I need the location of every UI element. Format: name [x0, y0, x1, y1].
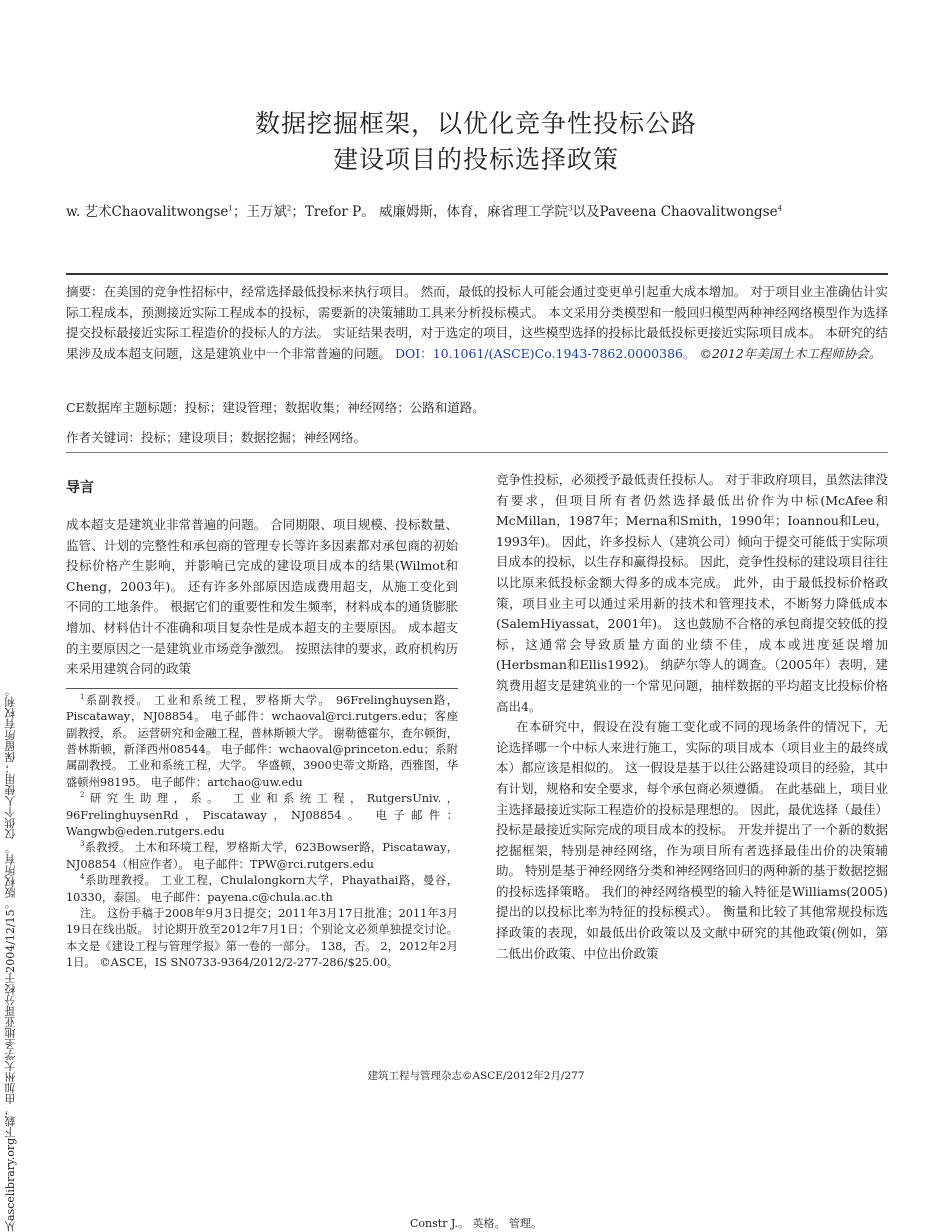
keywords-divider: [66, 452, 888, 453]
paper-title: [60, 106, 892, 178]
author-4-mark: 4: [777, 204, 783, 213]
title-line-1: 数据挖掘框架，以优化竞争性投标公路: [254, 109, 697, 138]
footnote-2-mark: 2: [80, 791, 85, 800]
author-2-mark: 2: [286, 204, 292, 213]
author-3: ；Trefor P。 威廉姆斯，体育，麻省理工学院: [291, 204, 569, 220]
author-3-mark: 3: [568, 204, 573, 213]
footnote-4-text: 系助理教授。 工业工程，Chulalongkorn大学，Phayathai路，曼谷，10330，泰国。 电子邮件：payena.c@chula.ac.th: [66, 874, 458, 904]
footnote-4: [66, 873, 458, 906]
left-column: [66, 470, 458, 972]
footnote-divider: [66, 688, 458, 689]
author-keywords: 作者关键词：投标；建设项目；数据挖掘；神经网络。: [66, 430, 367, 445]
footnote-1-mark: 1: [80, 692, 85, 701]
journal-footer: 建筑工程与管理杂志©ASCE/2012年2月/277: [367, 1070, 585, 1082]
top-divider: [66, 273, 888, 275]
body-paragraph-2: 在本研究中，假设在没有施工变化或不同的现场条件的情况下，无论选择哪一个中标人来进行施工，实际的项目成本（项目业主的最终成本）都应该是相似的。 这一假设是基于以往公路建设项目的经验，其中有计划，规格和安全要求，每个承包商必须遵循。 在此基础上，项目业主选择最接近实际工程造价的投标是理想的。 因此，最优选择（最佳）投标是最接近实际完成的项目成本的投标。 开发并提出了一个新的数据挖掘框架，特别是神经网络，作为项目所有者选择最佳出价的决策辅助。 特别是基于神经网络分类和神经网络回归的两种新的基于数据挖掘的投标选择策略。 我们的神经网络模型的输入特征是Williams(2005)提出的以投标比率为特征的投标模式）。 衡量和比较了其他常规投标选择政策的表现，如最低出价政策以及文献中研究的其他政策(例如，第二低出价政策、中位出价政策: [496, 719, 888, 961]
footnote-1: [66, 693, 458, 791]
body-paragraph-1: 竞争性投标，必须授予最低责任投标人。 对于非政府项目，虽然法律没有要求，但项目所有者仍然选择最低出价作为中标(McAfee和McMillan，1987年；Merna和Smith，1990年；Ioannou和Leu，1993年)。 因此，许多投标人（建筑公司）倾向于提交可能低于实际项目成本的投标，以生存和赢得投标。 因此，竞争性投标的建设项目往往以比原来低投标金额大得多的成本完成。 此外，由于最低投标价格政策，项目业主可以通过采用新的技术和管理技术，不断努力降低成本(SalemHiyassat，2001年)。 这也鼓励不合格的承包商提交较低的投标，这通常会导致质量方面的业绩不佳，成本或进度延误增加(Herbsman和Ellis1992)。 纳萨尔等人的调查。（2005年）表明，建筑费用超支是建筑业的一个常见问题，抽样数据的平均超支比投标价格高出4。: [496, 472, 888, 714]
doi-link[interactable]: DOI：10.1061/(ASCE)Co.1943-7862.0000386。: [395, 345, 696, 361]
author-1: w. 艺术Chaovalitwongse: [66, 204, 229, 220]
abstract-text: 摘要：在美国的竞争性招标中，经常选择最低投标来执行项目。 然而，最低的投标人可能会通过变更单引起重大成本增加。 对于项目业主准确估计实际工程成本，预测接近实际工程成本的投标，需要新的决策辅助工具来分析投标模式。 本文采用分类模型和一般回归模型两种神经网络模型作为选择提交投标最接近实际工程造价的投标人的方法。 实证结果表明，对于选定的项目，这些模型选择的投标比最低投标更接近实际项目成本。 本研究的结果涉及成本超支问题，这是建筑业中一个非常普遍的问题。: [66, 284, 888, 361]
intro-paragraph: 成本超支是建筑业非常普遍的问题。 合同期限、项目规模、投标数量、监管、计划的完整性和承包商的管理专长等许多因素都对承包商的初始投标价格产生影响，并影响已完成的建设项目成本的结果(Wilmot和Cheng，2003年)。 还有许多外部原因造成费用超支，从施工变化到不同的工地条件。 根据它们的重要性和发生频率，材料成本的通货膨胀增加、材料估计不准确和项目复杂性是成本超支的主要原因。 成本超支的主要原因之一是建筑业市场竞争激烈。 按照法律的要求，政府机构历来采用建筑合同的政策: [66, 517, 458, 677]
manuscript-note: 注。 这份手稿于2008年9月3日提交；2011年3月17日批准；2011年3月19日在线出版。 讨论期开放至2012年7月1日；个别论文必须单独提交讨论。 本文是《建设工程与管理学报》第一卷的一部分。 138，否。 2，2012年2月1日。 ©ASCE，IS SN0733-9364/2012/2-277-286/$25.00。: [66, 907, 458, 970]
download-notice: 从ascelibrary.org下载，由加州大学圣地亚哥分校于2004/12/15。版权所有。 仅供个人使用；保留所有权利。: [4, 685, 17, 1232]
footnote-3-mark: 3: [80, 840, 85, 849]
abstract-copyright: ©2012年美国土木工程师协会。: [699, 345, 882, 361]
journal-abbreviation: Constr J.。 英格。 管理。: [410, 1217, 542, 1230]
footnote-1-text: 系副教授。 工业和系统工程，罗格斯大学。 96Frelinghuysen路，Piscataway，NJ08854。 电子邮件：wchaoval@rci.rutgers.edu；客座副教授，系。 运营研究和金融工程，普林斯顿大学。 谢勒德霍尔，查尔顿街，普林斯顿，新泽西州08544。 电子邮件：wchaoval@princeton.edu；系附属副教授。 工业和系统工程，大学。 华盛顿，3900史蒂文斯路，西雅图，华盛顿州98195。 电子邮件：artchao@uw.edu: [66, 693, 458, 789]
ce-subject-headings: CE数据库主题标题：投标；建设管理；数据收集；神经网络；公路和道路。: [66, 400, 485, 415]
right-column: [496, 470, 888, 964]
abstract: [66, 282, 888, 364]
footnote-2-text: 研究生助理，系。 工业和系统工程，RutgersUniv.，96FrelinghuysenRd，Piscataway，NJ08854。 电子邮件：Wangwb@eden.rutgers.edu: [66, 792, 458, 838]
title-line-2: 建设项目的投标选择政策: [332, 145, 619, 174]
author-2: ；王万斌: [232, 204, 287, 220]
author-4: 以及Paveena Chaovalitwongse: [572, 204, 778, 220]
author-1-mark: 1: [228, 204, 233, 213]
footnote-3-text: 系教授。 土木和环境工程，罗格斯大学，623Bowser路，Piscataway，NJ08854（相应作者）。 电子邮件：TPW@rci.rutgers.edu: [66, 841, 458, 871]
footnote-4-mark: 4: [80, 873, 85, 882]
footnote-2: [66, 791, 458, 840]
footnotes: [66, 693, 458, 972]
intro-heading: 导言: [66, 480, 94, 496]
author-list: [66, 201, 846, 223]
footnote-3: [66, 840, 458, 873]
